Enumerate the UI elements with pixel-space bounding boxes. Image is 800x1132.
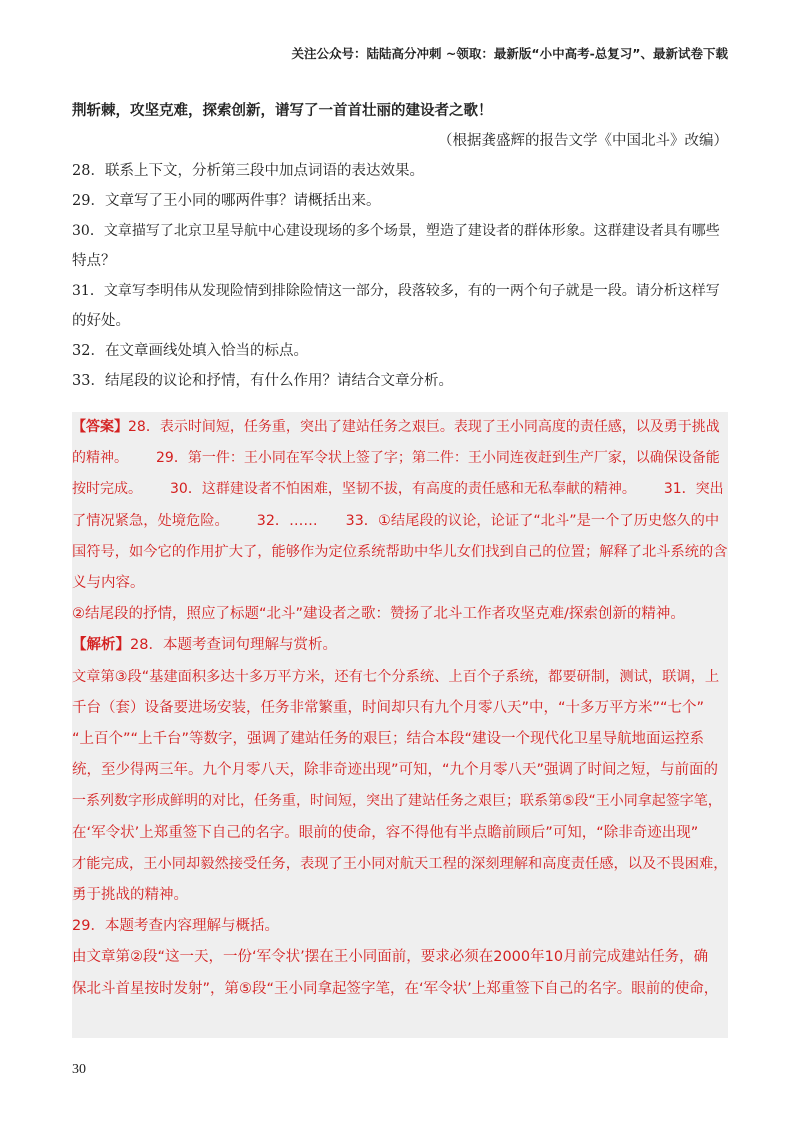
answer-tag: 【答案】: [72, 419, 128, 435]
analysis-line-11: 由文章第②段“这一天，一份‘军令状’摆在王小同面前，要求必须在2000年10月前完成建站任务，确: [72, 949, 709, 966]
analysis-line-8: 才能完成，王小同却毅然接受任务，表现了王小同对航天工程的深刻理解和高度责任感，以及不畏困难，: [72, 855, 728, 872]
answer-31: 31．突出: [663, 481, 724, 498]
question-28: 28．联系上下文，分析第三段中加点词语的表达效果。: [72, 163, 424, 179]
answer-analysis-box: [72, 412, 728, 1038]
analysis-line-7: 在‘军令状’上郑重签下自己的名字。眼前的使命，容不得他有半点瞻前顾后”可知，“除非奇迹出现”: [72, 824, 699, 841]
page-header: 关注公众号：陆陆高分冲刺 ~领取：最新版“小中高考-总复习”、最新试卷下载: [291, 46, 728, 61]
answer-line-4: [72, 506, 728, 537]
answer-line-1: [72, 412, 728, 443]
question-29: 29．文章写了王小同的哪两件事？请概括出来。: [72, 193, 381, 209]
analysis-line-10: 29．本题考查内容理解与概括。: [72, 918, 279, 935]
question-30-line1: 30．文章描写了北京卫星导航中心建设现场的多个场景，塑造了建设者的群体形象。这群建设者具有哪些: [72, 223, 720, 239]
article-tail: 荆斩棘，攻坚克难，探索创新，谱写了一首首壮丽的建设者之歌！: [72, 102, 493, 119]
answer-line-6: 义与内容。: [72, 575, 145, 592]
answer-33: 33．①结尾段的议论，论证了“北斗”是一个了历史悠久的中: [345, 512, 720, 529]
analysis-line-6: 一系列数字形成鲜明的对比，任务重，时间短，突出了建站任务之艰巨；联系第⑤段“王小同拿起签字笔，: [72, 793, 722, 810]
analysis-28-title: 28．本题考查词句理解与赏析。: [130, 637, 337, 654]
analysis-line-3: 千台（套）设备要进场安装，任务非常繁重，时间却只有九个月零八天”中，“十多万平方米”“七个”: [72, 699, 705, 716]
answer-32: 32．……: [256, 512, 318, 529]
answer-29: 29．第一件：王小同在军令状上签了字；第二件：王小同连夜赶到生产厂家，以确保设备能: [156, 450, 720, 467]
page-number: 30: [72, 1062, 86, 1077]
answer-line-2: [72, 443, 728, 474]
article-questions: [72, 96, 728, 396]
question-31-line2: 的好处。: [72, 313, 130, 329]
question-31-line1: 31．文章写李明伟从发现险情到排除险情这一部分，段落较多，有的一两个句子就是一段。请分析这样写: [72, 283, 720, 299]
analysis-tag: 【解析】: [72, 637, 130, 654]
question-33: 33．结尾段的议论和抒情，有什么作用？请结合文章分析。: [72, 373, 453, 389]
question-32: 32．在文章画线处填入恰当的标点。: [72, 343, 308, 359]
answer-line-5: 国符号，如今它的作用扩大了，能够作为定位系统帮助中华儿女们找到自己的位置；解释了北斗系统的含: [72, 543, 728, 560]
answer-31-cont: 了情况紧急，处境危险。: [72, 512, 229, 529]
analysis-line-4: “上百个”“上千台”等数字，强调了建站任务的艰巨；结合本段“建设一个现代化卫星导航地面运控系: [72, 731, 705, 748]
article-source: （根据龚盛辉的报告文学《中国北斗》改编）: [438, 133, 728, 149]
analysis-line-1: [72, 630, 728, 661]
analysis-line-12: 保北斗首星按时发射”，第⑤段“王小同拿起签字笔，在‘军令状’上郑重签下自己的名字。眼前的使命，: [72, 980, 719, 997]
answer-30: 30．这群建设者不怕困难，坚韧不拔，有高度的责任感和无私奉献的精神。: [170, 481, 636, 498]
question-30-line2: 特点？: [72, 253, 116, 269]
answer-28: 28．表示时间短，任务重，突出了建站任务之艰巨。表现了王小同高度的责任感，以及勇于挑战: [128, 419, 720, 435]
answer-29-cont: 按时完成。: [72, 481, 142, 498]
answer-28-cont: 的精神。: [72, 450, 128, 467]
analysis-line-5: 统，至少得两三年。九个月零八天，除非奇迹出现”可知，“九个月零八天”强调了时间之短，与前面的: [72, 762, 719, 779]
analysis-line-9: 勇于挑战的精神。: [72, 887, 188, 904]
analysis-line-2: 文章第③段“基建面积多达十多万平方米，还有七个分系统、上百个子系统，都要研制，测试，联调，上: [72, 668, 720, 685]
answer-line-3: [72, 474, 728, 505]
answer-line-7: ②结尾段的抒情，照应了标题“北斗”建设者之歌：赞扬了北斗工作者攻坚克难/探索创新的精神。: [72, 606, 685, 623]
